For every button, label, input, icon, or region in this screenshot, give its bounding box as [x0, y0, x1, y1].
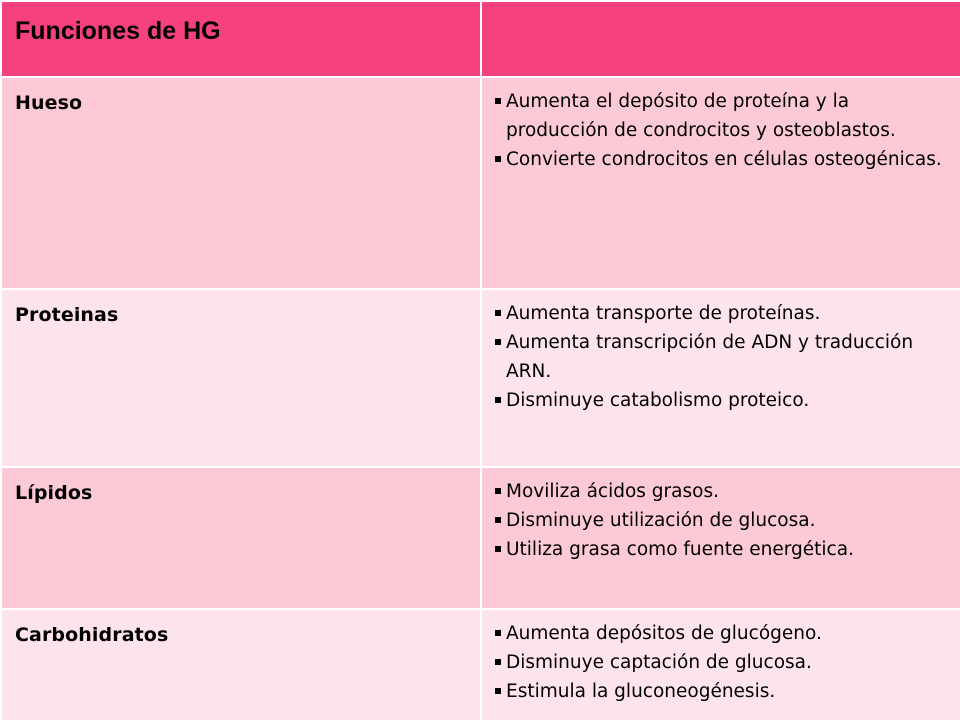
table-row	[1, 467, 960, 609]
table-header-row	[1, 1, 960, 77]
row-label-carbohidratos: Carbohidratos	[15, 624, 169, 646]
table-title: Funciones de HG	[15, 17, 221, 45]
row-description-cell	[481, 289, 960, 467]
bullet-item: Aumenta el depósito de proteína y la producción de condrocitos y osteoblastos.	[495, 87, 945, 145]
row-label-lipidos: Lípidos	[15, 482, 93, 504]
bullet-item: Aumenta depósitos de glucógeno.	[495, 619, 945, 648]
header-empty-cell	[481, 1, 960, 77]
row-label-cell	[1, 289, 481, 467]
bullet-list	[483, 79, 959, 174]
bullet-list	[483, 291, 959, 415]
bullet-list	[483, 469, 959, 564]
bullet-item: Utiliza grasa como fuente energética.	[495, 535, 945, 564]
bullet-item: Disminuye captación de glucosa.	[495, 648, 945, 677]
row-description-cell	[481, 467, 960, 609]
table-row	[1, 289, 960, 467]
row-label-cell	[1, 609, 481, 720]
bullet-item: Aumenta transporte de proteínas.	[495, 299, 945, 328]
row-label-cell	[1, 467, 481, 609]
header-title-cell	[1, 1, 481, 77]
table-row	[1, 77, 960, 289]
bullet-item: Convierte condrocitos en células osteogénicas.	[495, 145, 945, 174]
table-row	[1, 609, 960, 720]
bullet-item: Aumenta transcripción de ADN y traducción ARN.	[495, 328, 945, 386]
bullet-item: Disminuye catabolismo proteico.	[495, 386, 945, 415]
row-label-cell	[1, 77, 481, 289]
row-description-cell	[481, 609, 960, 720]
bullet-item: Disminuye utilización de glucosa.	[495, 506, 945, 535]
row-description-cell	[481, 77, 960, 289]
bullet-item: Moviliza ácidos grasos.	[495, 477, 945, 506]
bullet-item: Estimula la gluconeogénesis.	[495, 677, 945, 706]
row-label-hueso: Hueso	[15, 92, 83, 114]
bullet-list	[483, 611, 959, 706]
row-label-proteinas: Proteinas	[15, 304, 119, 326]
